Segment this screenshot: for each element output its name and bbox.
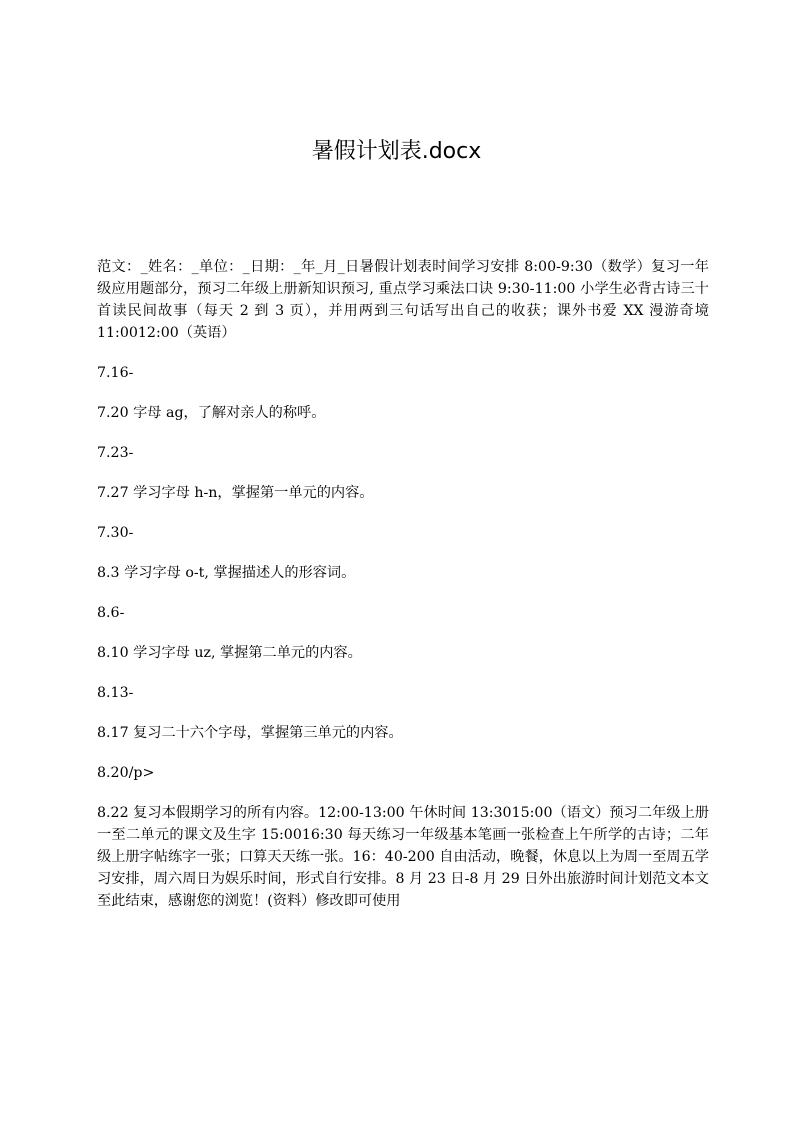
document-title: 暑假计划表.docx <box>311 139 482 164</box>
paragraph-intro: 范文：_姓名：_单位：_日期：_年_月_日暑假计划表时间学习安排 8:00-9:30（数学）复习一年级应用题部分，预习二年级上册新知识预习, 重点学习乘法口诀 9:30-11:00 小学生必背古诗三十首读民间故事（每天 2 到 3 页），并用两到三句话写出自己的收获；课外书爱 XX 漫游奇境 11:0012:00（英语） <box>97 259 709 341</box>
paragraph-schedule-item: 8.10 学习字母 uz, 掌握第二单元的内容。 <box>97 645 362 661</box>
paragraph-schedule-item: 8.17 复习二十六个字母，掌握第三单元的内容。 <box>97 725 403 741</box>
paragraph-closing: 8.22 复习本假期学习的所有内容。12:00-13:00 午休时间 13:3015:00（语文）预习二年级上册一至二单元的课文及生字 15:0016:30 每天练习一年级基本笔画一张检查上午所学的古诗；二年级上册字帖练字一张；口算天天练一张。16：40-200 自由活动，晚餐，休息以上为周一至周五学习安排，周六周日为娱乐时间，形式自行安排。8 月 23 日-8 月 29 日外出旅游时间计划范文本文至此结束，感谢您的浏览！(资料）修改即可使用 <box>97 805 709 909</box>
paragraph-schedule-item: 8.3 学习字母 o-t, 掌握描述人的形容词。 <box>97 565 356 581</box>
paragraph-date-range-start: 7.30- <box>97 525 134 541</box>
paragraph-schedule-item: 7.27 学习字母 h-n，掌握第一单元的内容。 <box>97 485 374 501</box>
paragraph-schedule-item: 7.20 字母 ag，了解对亲人的称呼。 <box>97 405 326 421</box>
paragraph-date-range-start: 7.23- <box>97 445 134 461</box>
document-body <box>97 256 709 930</box>
paragraph-date-range-start: 7.16- <box>97 365 134 381</box>
paragraph-date-range-start: 8.20/p> <box>97 765 155 781</box>
paragraph-date-range-start: 8.6- <box>97 605 125 621</box>
paragraph-date-range-start: 8.13- <box>97 685 134 701</box>
